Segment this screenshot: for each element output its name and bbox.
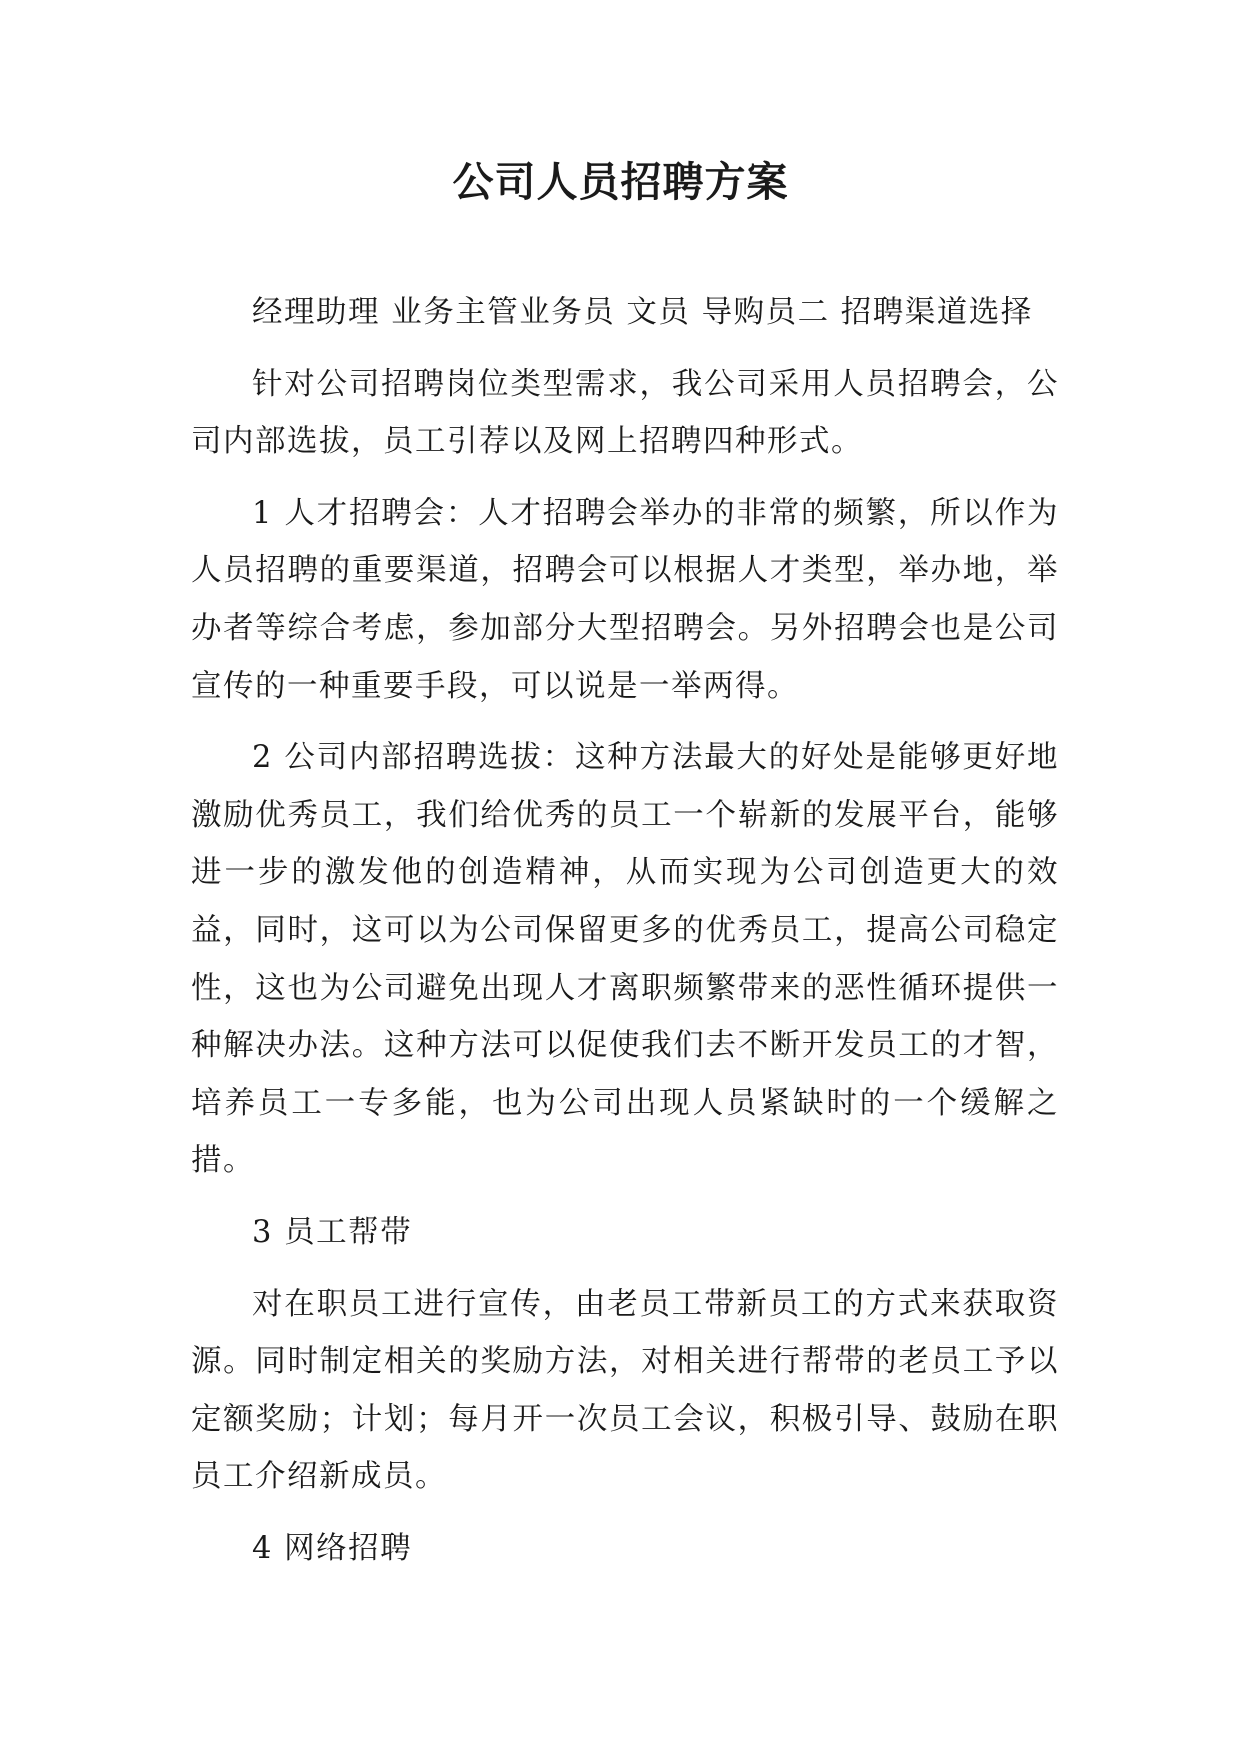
- paragraph-recruitment-forms: 针对公司招聘岗位类型需求，我公司采用人员招聘会，公司内部选拔，员工引荐以及网上招聘四种形式。: [191, 366, 1059, 460]
- paragraph-internal-selection: 2 公司内部招聘选拔：这种方法最大的好处是能够更好地激励优秀员工，我们给优秀的员工一个崭新的发展平台，能够进一步的激发他的创造精神，从而实现为公司创造更大的效益，同时，这可以为公司保留更多的优秀员工，提高公司稳定性，这也为公司避免出现人才离职频繁带来的恶性循环提供一种解决办法。这种方法可以促使我们去不断开发员工的才智，培养员工一专多能，也为公司出现人员紧缺时的一个缓解之措。: [191, 740, 1059, 1179]
- paragraph-employee-referral: 对在职员工进行宣传，由老员工带新员工的方式来获取资源。同时制定相关的奖励方法，对相关进行帮带的老员工予以定额奖励；计划；每月开一次员工会议，积极引导、鼓励在职员工介绍新成员。: [191, 1286, 1059, 1495]
- document-body: [191, 284, 1059, 1577]
- heading-online-recruitment: 4 网络招聘: [252, 1530, 413, 1566]
- document-title: 公司人员招聘方案: [452, 158, 789, 206]
- paragraph-talent-fair: 1 人才招聘会：人才招聘会举办的非常的频繁，所以作为人员招聘的重要渠道，招聘会可以根据人才类型，举办地，举办者等综合考虑，参加部分大型招聘会。另外招聘会也是公司宣传的一种重要手段，可以说是一举两得。: [191, 495, 1059, 704]
- paragraph-positions: 经理助理 业务主管业务员 文员 导购员二 招聘渠道选择: [252, 295, 1033, 330]
- heading-employee-referral: 3 员工帮带: [252, 1214, 413, 1250]
